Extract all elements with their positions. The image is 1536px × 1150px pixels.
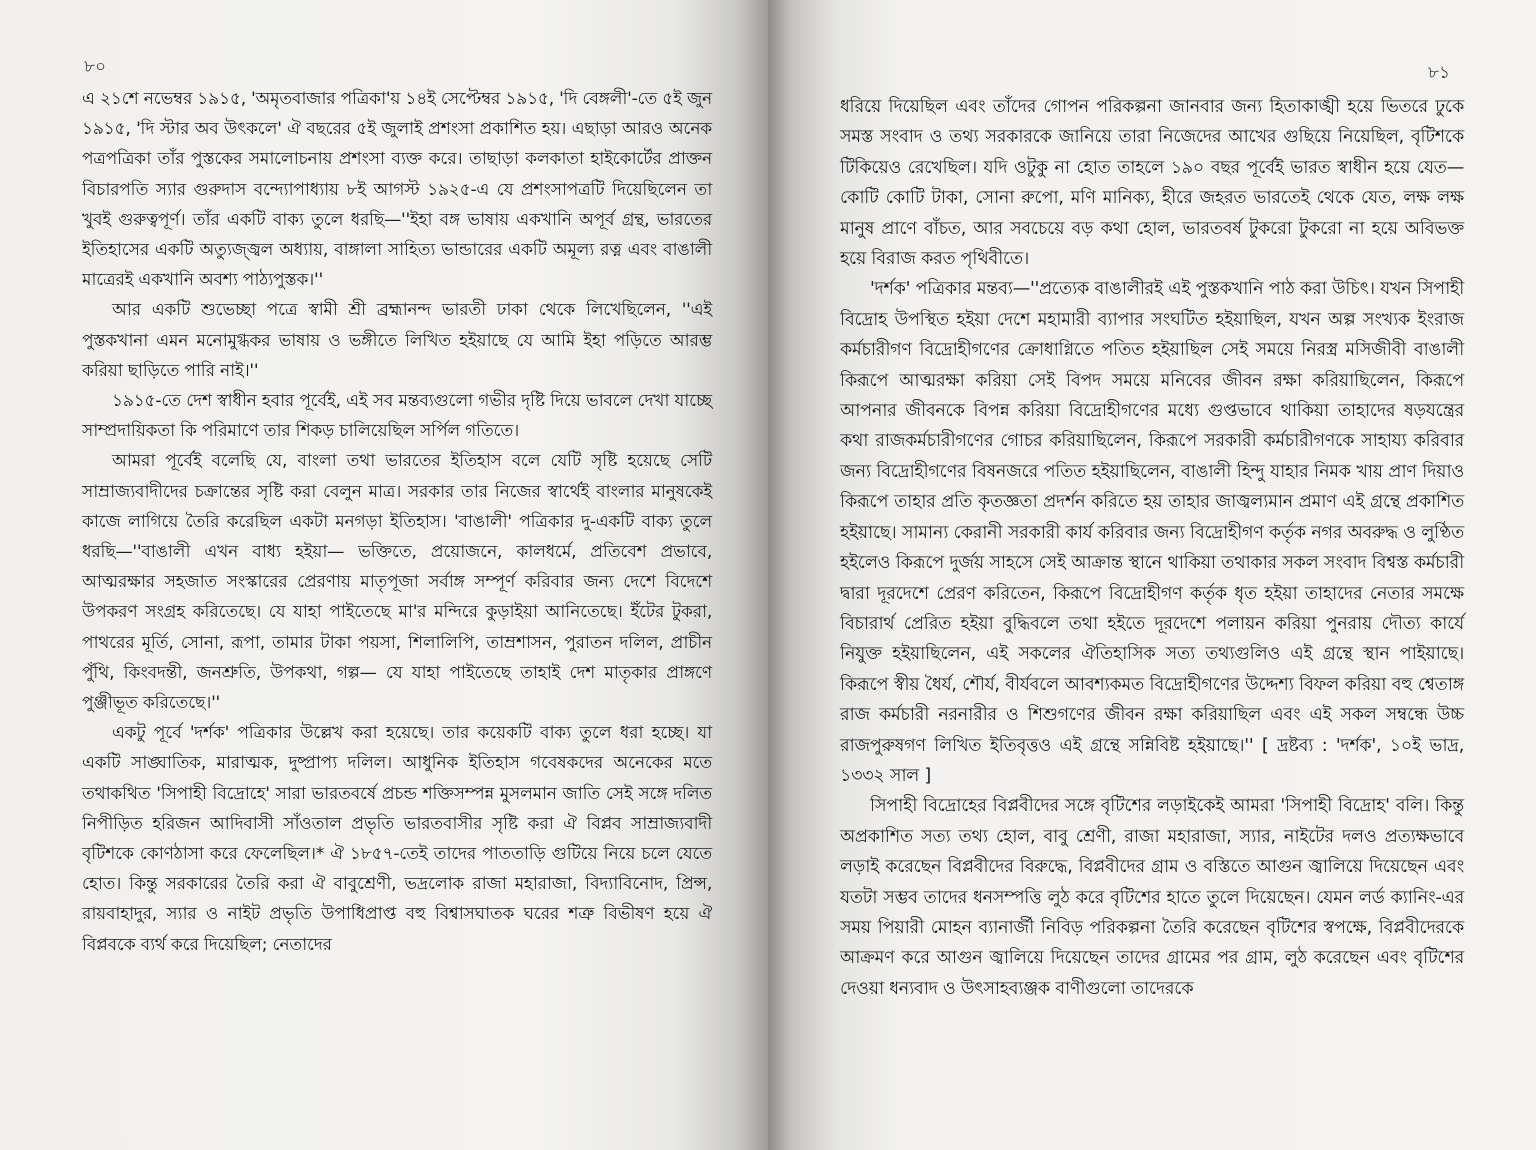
paragraph: ধরিয়ে দিয়েছিল এবং তাঁদের গোপন পরিকল্পনা জানবার জন্য হিতাকাঙ্খী হয়ে ভিতরে ঢুকে সমস্ত সংবাদ ও তথ্য সরকারকে জানিয়ে তারা নিজেদের আখের গুছিয়ে নিয়েছিল, বৃটিশকে টিকিয়েও রেখেছিল। যদি ওটুকু না হোত তাহলে ১৯০ বছর পূর্বেই ভারত স্বাধীন হয়ে যেত— কোটি কোটি টাকা, সোনা রুপো, মণি মানিক্য, হীরে জহরত ভারতেই থেকে যেত, লক্ষ লক্ষ মানুষ প্রাণে বাঁচত, আর সবচেয়ে বড় কথা হোল, ভারতবর্ষ টুকরো টুকরো না হয়ে অবিভক্ত হয়ে বিরাজ করত পৃথিবীতে। [840, 97, 1464, 270]
right-page [768, 0, 1536, 1150]
page-number-right: ৮১ [1427, 63, 1450, 83]
paragraph: আর একটি শুভেচ্ছা পত্রে স্বামী শ্রী ব্রহ্মানন্দ ভারতী ঢাকা থেকে লিখেছিলেন, ''এই পুস্তকখানা এমন মনোমুগ্ধকর ভাষায় ও ভঙ্গীতে লিখিত হইয়াছে যে আমি ইহা পড়িতে আরম্ভ করিয়া ছাড়িতে পারি নাই।'' [82, 300, 712, 381]
page-number-left: ৮০ [84, 57, 107, 77]
paragraph: আমরা পূর্বেই বলেছি যে, বাংলা তথা ভারতের ইতিহাস বলে যেটি সৃষ্টি হয়েছে সেটি সাম্রাজ্যবাদীদের চক্রান্তের সৃষ্টি করা বেলুন মাত্র। সরকার তার নিজের স্বার্থেই বাংলার মানুষকেই কাজে লাগিয়ে তৈরি করেছিল একটা মনগড়া ইতিহাস। 'বাঙালী' পত্রিকার দু-একটি বাক্য তুলে ধরছি—''বাঙালী এখন বাধ্য হইয়া— ভক্তিতে, প্রয়োজনে, কালধর্মে, প্রতিবেশ প্রভাবে, আত্মরক্ষার সহজাত সংস্কারের প্রেরণায় মাতৃপূজা সর্বাঙ্গ সম্পূর্ণ করিবার জন্য দেশে বিদেশে উপকরণ সংগ্রহ করিতেছে। যে যাহা পাইতেছে মা'র মন্দিরে কুড়াইয়া আনিতেছে। ইঁটের টুকরা, পাথরের মূর্তি, সোনা, রূপা, তামার টাকা পয়সা, শিলালিপি, তাম্রশাসন, পুরাতন দলিল, প্রাচীন পুঁথি, কিংবদন্তী, জনশ্রুতি, উপকথা, গল্প— যে যাহা পাইতেছে তাহাই দেশ মাতৃকার প্রাঙ্গণে পুঞ্জীভূত করিতেছে।'' [82, 451, 712, 714]
paragraph: একটু পূর্বে 'দর্শক' পত্রিকার উল্লেখ করা হয়েছে। তার কয়েকটি বাক্য তুলে ধরা হচ্ছে। যা একটি সাঙ্ঘাতিক, মারাত্মক, দুষ্প্রাপ্য দলিল। আধুনিক ইতিহাস গবেষকদের অনেকের মতে তথাকথিত 'সিপাহী বিদ্রোহে' সারা ভারতবর্ষে প্রচন্ড শক্তিসম্পন্ন মুসলমান জাতি সেই সঙ্গে দলিত নিপীড়িত হরিজন আদিবাসী সাঁওতাল প্রভৃতি ভারতবাসীর সৃষ্টি করা ঐ বিপ্লব সাম্রাজ্যবাদী বৃটিশকে কোণঠাসা করে ফেলেছিল।* ঐ ১৮৫৭-তেই তাদের পাততাড়ি গুটিয়ে নিয়ে চলে যেতে হোত। কিন্তু সরকারের তৈরি করা ঐ বাবুশ্রেণী, ভদ্রলোক রাজা মহারাজা, বিদ্যাবিনোদ, প্রিন্স, রায়বাহাদুর, স্যার ও নাইট প্রভৃতি উপাধিপ্রাপ্ত বহু বিশ্বাসঘাতক ঘরের শত্রু বিভীষণ হয়ে ঐ বিপ্লবকে ব্যর্থ করে দিয়েছিল; নেতাদের [82, 723, 712, 955]
paragraph: 'দর্শক' পত্রিকার মন্তব্য—''প্রত্যেক বাঙালীরই এই পুস্তকখানি পাঠ করা উচিৎ। যখন সিপাহী বিদ্রোহ উপস্থিত হইয়া দেশে মহামারী ব্যাপার সংঘটিত হইয়াছিল, যখন অল্প সংখ্যক ইংরাজ কর্মচারীগণ বিদ্রোহীগণের ক্রোধাগ্নিতে পতিত হইয়াছিল সেই সময়ে নিরস্ত্র মসিজীবী বাঙালী কিরূপে আত্মরক্ষা করিয়া সেই বিপদ সময়ে মনিবের জীবন রক্ষা করিয়াছিলেন, কিরূপে আপনার জীবনকে বিপন্ন করিয়া বিদ্রোহীগণের মধ্যে গুপ্তভাবে থাকিয়া তাহাদের ষড়যন্ত্রের কথা রাজকর্মচারীগণের গোচর করিয়াছিলেন, কিরূপে সরকারী কর্মচারীগণকে সাহায্য করিবার জন্য বিদ্রোহীগণের বিষনজরে পতিত হইয়াছিলেন, বাঙালী হিন্দু যাহার নিমক খায় প্রাণ দিয়াও কিরূপে তাহার প্রতি কৃতজ্ঞতা প্রদর্শন করিতে হয় তাহার জাজ্বল্যমান প্রমাণ এই গ্রন্থে প্রকাশিত হইয়াছে। সামান্য কেরানী সরকারী কার্য করিবার জন্য বিদ্রোহীগণ কর্তৃক নগর অবরুদ্ধ ও লুণ্ঠিত হইলেও কিরূপে দুর্জয় সাহসে সেই আক্রান্ত স্থানে থাকিয়া তথাকার সকল সংবাদ বিশ্বস্ত কর্মচারী দ্বারা দূরদেশে প্রেরণ করিতেন, কিরূপে বিদ্রোহীগণ কর্তৃক ধৃত হইয়া তাহাদের নেতার সমক্ষে বিচারার্থ প্রেরিত হইয়া বুদ্ধিবলে তথা হইতে দূরদেশে পলায়ন করিয়া পুনরায় দৌত্য কার্যে নিযুক্ত হইয়াছিলেন, এই সকলের ঐতিহাসিক সত্য তথ্যগুলিও এই গ্রন্থে স্থান পাইয়াছে। কিরূপে স্বীয় ধৈর্য, শৌর্য, বীর্যবলে আবশ্যকমত বিদ্রোহীগণের উদ্দেশ্য বিফল করিয়া বহু শ্বেতাঙ্গ রাজ কর্মচারী নরনারীর ও শিশুগণের জীবন রক্ষা করিয়াছিল এবং এই সকল সম্বন্ধে উচ্চ রাজপুরুষগণ লিখিত ইতিবৃত্তও এই গ্রন্থে সন্নিবিষ্ট হইয়াছে।'' [ দ্রষ্টব্য : 'দর্শক', ১০ই ভাদ্র, ১৩৩২ সাল ] [840, 279, 1464, 786]
paragraph: ১৯১৫-তে দেশ স্বাধীন হবার পূর্বেই, এই সব মন্তব্যগুলো গভীর দৃষ্টি দিয়ে ভাবলে দেখা যাচ্ছে সাম্প্রদায়িকতা কি পরিমাণে তার শিকড় চালিয়েছিল সর্পিল গতিতে। [82, 391, 712, 442]
paragraph: এ ২১শে নভেম্বর ১৯১৫, 'অমৃতবাজার পত্রিকা'য় ১৪ই সেপ্টেম্বর ১৯১৫, 'দি বেঙ্গলী'-তে ৫ই জুন ১৯১৫, 'দি স্টার অব উৎকলে' ঐ বছরের ৫ই জুলাই প্রশংসা প্রকাশিত হয়। এছাড়া আরও অনেক পত্রপত্রিকা তাঁর পুস্তকের সমালোচনায় প্রশংসা ব্যক্ত করে। তাছাড়া কলকাতা হাইকোর্টের প্রাক্তন বিচারপতি স্যার গুরুদাস বন্দ্যোপাধ্যায় ৮ই আগস্ট ১৯২৫-এ যে প্রশংসাপত্রটি দিয়েছিলেন তা খুবই গুরুত্বপূর্ণ। তাঁর একটি বাক্য তুলে ধরছি—''ইহা বঙ্গ ভাষায় একখানি অপূর্ব গ্রন্থ, ভারতের ইতিহাসের একটি অত্যুজ্জ্বল অধ্যায়, বাঙ্গালা সাহিত্য ভান্ডারের একটি অমূল্য রত্ন এবং বাঙালী মাত্রেরই একখানি অবশ্য পাঠ্যপুস্তক।'' [82, 89, 712, 291]
paragraph: সিপাহী বিদ্রোহের বিপ্লবীদের সঙ্গে বৃটিশের লড়াইকেই আমরা 'সিপাহী বিদ্রোহ' বলি। কিন্তু অপ্রকাশিত সত্য তথ্য হোল, বাবু শ্রেণী, রাজা মহারাজা, স্যার, নাইটের দলও প্রত্যক্ষভাবে লড়াই করেছেন বিপ্লবীদের বিরুদ্ধে, বিপ্লবীদের গ্রাম ও বস্তিতে আগুন জ্বালিয়ে দিয়েছেন এবং যতটা সম্ভব তাদের ধনসম্পত্তি লুঠ করে বৃটিশের হাতে তুলে দিয়েছেন। যেমন লর্ড ক্যানিং-এর সময় পিয়ারী মোহন ব্যানার্জী নিবিড় পরিকল্পনা তৈরি করেছেন বৃটিশের স্বপক্ষে, বিপ্লবীদেরকে আক্রমণ করে আগুন জ্বালিয়ে দিয়েছেন তাদের গ্রামের পর গ্রাম, লুঠ করেছেন এবং বৃটিশের দেওয়া ধন্যবাদ ও উৎসাহব্যঞ্জক বাণীগুলো তাদেরকে [840, 796, 1464, 999]
